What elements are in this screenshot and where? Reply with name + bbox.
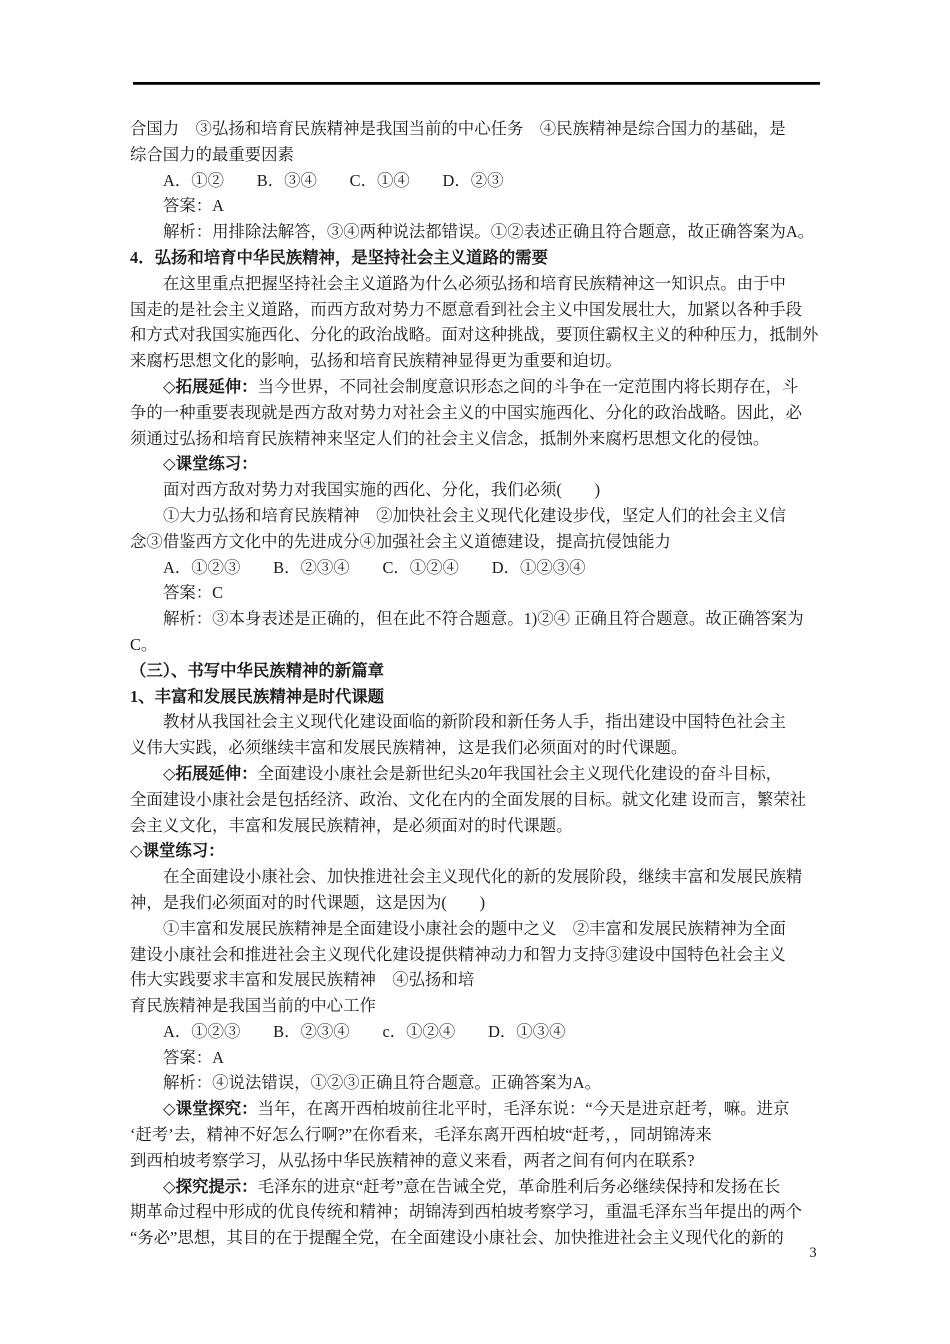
line-text: 全面建设小康社会是新世纪头20年我国社会主义现代化建设的奋斗目标， [257, 763, 783, 783]
line-text: 国走的是社会主义道路，而西方敌对势力不愿意看到社会主义中国发展壮大，加紧以各种手段 [130, 299, 803, 319]
text-line [130, 219, 826, 245]
section-heading-line [130, 1174, 826, 1200]
text-line [130, 787, 826, 813]
line-text: ‘赶考’去，精神不好怎么行啊?”在你看来，毛泽东离开西柏坡“赶考，，同胡锦涛来 [130, 1125, 712, 1145]
text-line [130, 916, 826, 942]
line-text: 争的一种重要表现就是西方敌对势力对社会主义的中国实施西化、分化的政治战略。因此，必 [130, 402, 803, 422]
text-line [130, 245, 826, 271]
text-line [130, 864, 826, 890]
text-line [130, 813, 826, 839]
text-line [130, 271, 826, 297]
line-text: 会主义文化，丰富和发展民族精神，是必须面对的时代课题。 [130, 815, 573, 835]
section-marker: ◇拓展延伸： [163, 376, 258, 396]
text-line [130, 426, 826, 452]
line-text: 建设小康社会和推进社会主义现代化建设提供精神动力和智力支持③建设中国特色社会主义 [130, 944, 786, 964]
text-line [130, 116, 826, 142]
line-text: 4．弘扬和培育中华民族精神，是坚持社会主义道路的需要 [130, 247, 548, 267]
section-marker: ◇拓展延伸： [163, 763, 258, 783]
text-line [130, 993, 826, 1019]
line-text: 答案：A [163, 196, 225, 216]
text-line [130, 297, 826, 323]
line-text: 当今世界，不同社会制度意识形态之间的斗争在一定范围内将长期存在，斗 [257, 376, 799, 396]
text-line [130, 709, 826, 735]
line-text: 念③借鉴西方文化中的先进成分④加强社会主义道德建设，提高抗侵蚀能力 [130, 531, 671, 551]
line-text: 综合国力的最重要因素 [130, 144, 294, 164]
line-text: 答案：C [163, 583, 224, 603]
page-number: 3 [809, 1245, 817, 1261]
line-text: 当年，在离开西柏坡前往北平时，毛泽东说：“今天是进京赶考，嘛。进京 [257, 1099, 790, 1119]
text-line [130, 684, 826, 710]
text-line [130, 477, 826, 503]
line-text: 在全面建设小康社会、加快推进社会主义现代化的新的发展阶段，继续丰富和发展民族精 [163, 867, 803, 887]
text-line [130, 193, 826, 219]
line-text: 教材从我国社会主义现代化建设面临的新阶段和新任务人手，指出建设中国特色社会主 [163, 712, 786, 732]
line-text: 面对西方敌对势力对我国实施的西化、分化，我们必须( ) [163, 480, 601, 500]
line-text: 来腐朽思想文化的影响，弘扬和培育民族精神显得更为重要和迫切。 [130, 351, 622, 371]
text-line [130, 142, 826, 168]
line-text: 须通过弘扬和培育民族精神来坚定人们的社会主义信念，抵制外来腐朽思想文化的侵蚀。 [130, 428, 770, 448]
line-text: （三）、书写中华民族精神的新篇章 [130, 660, 385, 680]
line-text: “务必”思想，其目的在于提醒全党，在全面建设小康社会、加快推进社会主义现代化的新的 [130, 1228, 784, 1248]
line-text: A．①② B．③④ C．①④ D．②③ [163, 170, 504, 190]
text-line [130, 967, 826, 993]
text-line [130, 942, 826, 968]
line-text: 伟大实践要求丰富和发展民族精神 ④弘扬和培 [130, 970, 475, 990]
section-heading-line [130, 451, 826, 477]
text-line [130, 1122, 826, 1148]
text-line [130, 503, 826, 529]
section-marker: ◇课堂练习： [130, 841, 225, 861]
line-text: ①大力弘扬和培育民族精神 ②加快社会主义现代化建设步伐，坚定人们的社会主义信 [163, 505, 786, 525]
section-heading-line [130, 374, 826, 400]
section-marker: ◇课堂探究： [163, 1099, 258, 1119]
line-text: 到西柏坡考察学习，从弘扬中华民族精神的意义来看，两者之间有何内在联系? [130, 1150, 695, 1170]
text-line [130, 1070, 826, 1096]
line-text: 期革命过程中形成的优良传统和精神；胡锦涛到西柏坡考察学习，重温毛泽东当年提出的两个 [130, 1202, 803, 1222]
text-line [130, 1148, 826, 1174]
line-text: 和方式对我国实施西化、分化的政治战略。面对这种挑战，要顶住霸权主义的种种压力，抵制外 [130, 325, 819, 345]
line-text: ①丰富和发展民族精神是全面建设小康社会的题中之义 ②丰富和发展民族精神为全面 [163, 918, 786, 938]
document-body [130, 116, 826, 1251]
text-line [130, 890, 826, 916]
text-line [130, 400, 826, 426]
line-text: 神，是我们必须面对的时代课题，这是因为( ) [130, 892, 486, 912]
text-line [130, 348, 826, 374]
line-text: 合国力 ③弘扬和培育民族精神是我国当前的中心任务 ④民族精神是综合国力的基础，是 [130, 119, 786, 138]
line-text: A．①②③ B．②③④ c．①②④ D．①③④ [163, 1021, 566, 1041]
header-rule [133, 82, 820, 85]
text-line [130, 658, 826, 684]
line-text: 解析：用排除法解答，③④两种说法都错误。①②表述正确且符合题意，故正确答案为A。 [163, 222, 815, 242]
line-text: 1、丰富和发展民族精神是时代课题 [130, 686, 385, 706]
section-heading-line [130, 1096, 826, 1122]
line-text: 答案：A [163, 1047, 225, 1067]
text-line [130, 1019, 826, 1045]
text-line [130, 1225, 826, 1251]
text-line [130, 606, 826, 632]
text-line [130, 555, 826, 581]
section-marker: ◇探究提示： [163, 1176, 258, 1196]
line-text: C。 [130, 634, 158, 654]
text-line [130, 632, 826, 658]
line-text: 毛泽东的进京“赶考”意在告诫全党，革命胜利后务必继续保持和发扬在长 [257, 1176, 781, 1196]
text-line [130, 1045, 826, 1071]
line-text: 全面建设小康社会是包括经济、政治、文化在内的全面发展的目标。就文化建 设而言，繁荣社 [130, 789, 807, 809]
line-text: 解析：④说法错误，①②③正确且符合题意。正确答案为A。 [163, 1073, 601, 1093]
line-text: 解析：③本身表述是正确的，但在此不符合题意。1)②④ 正确且符合题意。故正确答案为 [163, 609, 804, 629]
section-marker: ◇课堂练习： [163, 454, 258, 474]
text-line [130, 1199, 826, 1225]
text-line [130, 168, 826, 194]
line-text: 育民族精神是我国当前的中心工作 [130, 996, 376, 1016]
line-text: 义伟大实践，必须继续丰富和发展民族精神，这是我们必须面对的时代课题。 [130, 738, 688, 758]
text-line [130, 735, 826, 761]
line-text: 在这里重点把握坚持社会主义道路为什么必须弘扬和培育民族精神这一知识点。由于中 [163, 273, 786, 293]
text-line [130, 529, 826, 555]
text-line [130, 322, 826, 348]
section-heading-line [130, 838, 826, 864]
text-line [130, 580, 826, 606]
section-heading-line [130, 761, 826, 787]
line-text: A．①②③ B．②③④ C．①②④ D．①②③④ [163, 557, 586, 577]
